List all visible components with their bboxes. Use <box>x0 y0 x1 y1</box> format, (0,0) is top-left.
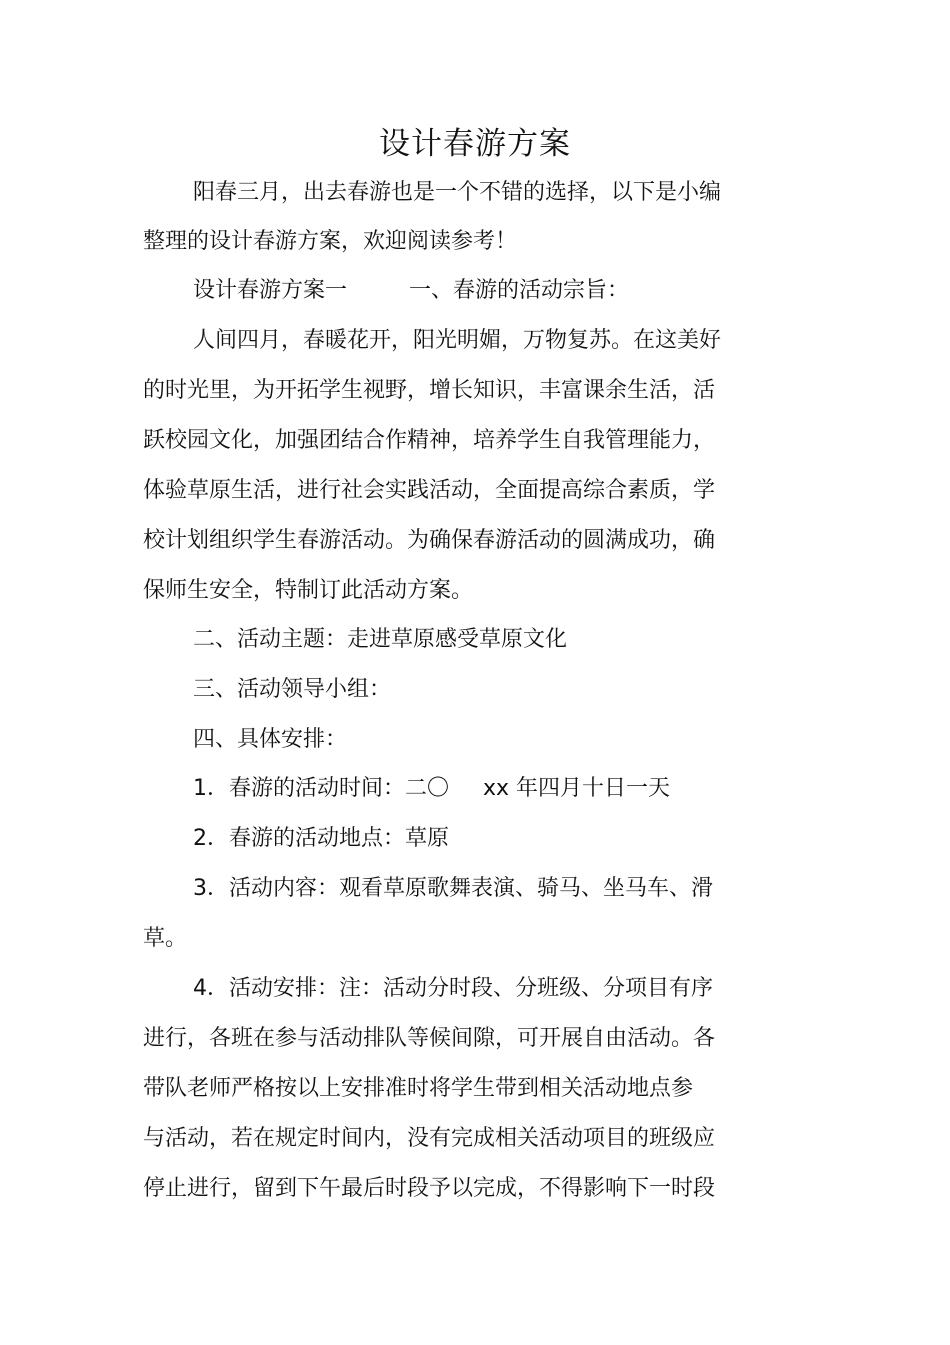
paragraph-line-purpose-2: 的时光里，为开拓学生视野，增长知识，丰富课余生活，活 <box>143 378 716 403</box>
document-title: 设计春游方案 <box>379 126 571 162</box>
item-activity-content-1: 3．活动内容：观看草原歌舞表演、骑马、坐马车、滑 <box>193 876 713 901</box>
item-activity-content-2: 草。 <box>143 926 188 951</box>
item-activity-schedule-5: 停止进行，留到下午最后时段予以完成，不得影响下一时段 <box>143 1176 716 1201</box>
paragraph-line-intro-1: 阳春三月，出去春游也是一个不错的选择，以下是小编 <box>193 180 722 205</box>
heading-activity-theme: 二、活动主题：走进草原感受草原文化 <box>193 627 568 652</box>
heading-specific-arrangement: 四、具体安排： <box>193 727 348 752</box>
item-activity-time <box>193 771 833 807</box>
paragraph-line-purpose-1: 人间四月，春暖花开，阳光明媚，万物复苏。在这美好 <box>193 328 722 353</box>
item-activity-time-value: xx 年四月十日一天 <box>483 776 671 801</box>
paragraph-line-purpose-5: 校计划组织学生春游活动。为确保春游活动的圆满成功，确 <box>143 528 716 553</box>
item-activity-schedule-1: 4．活动安排：注：活动分时段、分班级、分项目有序 <box>193 976 713 1001</box>
item-activity-schedule-3: 带队老师严格按以上安排准时将学生带到相关活动地点参 <box>143 1076 694 1101</box>
paragraph-line-intro-2: 整理的设计春游方案，欢迎阅读参考！ <box>143 229 518 254</box>
item-activity-location: 2．春游的活动地点：草原 <box>193 826 449 851</box>
heading-activity-purpose: 一、春游的活动宗旨： <box>409 278 630 303</box>
item-activity-time-label: 1．春游的活动时间：二〇 <box>193 776 449 801</box>
paragraph-line-purpose-3: 跃校园文化，加强团结合作精神，培养学生自我管理能力， <box>143 428 716 453</box>
heading-leadership-group: 三、活动领导小组： <box>193 677 392 702</box>
item-activity-schedule-4: 与活动，若在规定时间内，没有完成相关活动项目的班级应 <box>143 1126 716 1151</box>
item-activity-schedule-2: 进行，各班在参与活动排队等候间隙，可开展自由活动。各 <box>143 1026 716 1051</box>
paragraph-line-purpose-4: 体验草原生活，进行社会实践活动，全面提高综合素质，学 <box>143 478 716 503</box>
plan-one-label: 设计春游方案一 <box>193 278 348 303</box>
section-heading-line <box>193 273 833 309</box>
paragraph-line-purpose-6: 保师生安全，特制订此活动方案。 <box>143 578 474 603</box>
